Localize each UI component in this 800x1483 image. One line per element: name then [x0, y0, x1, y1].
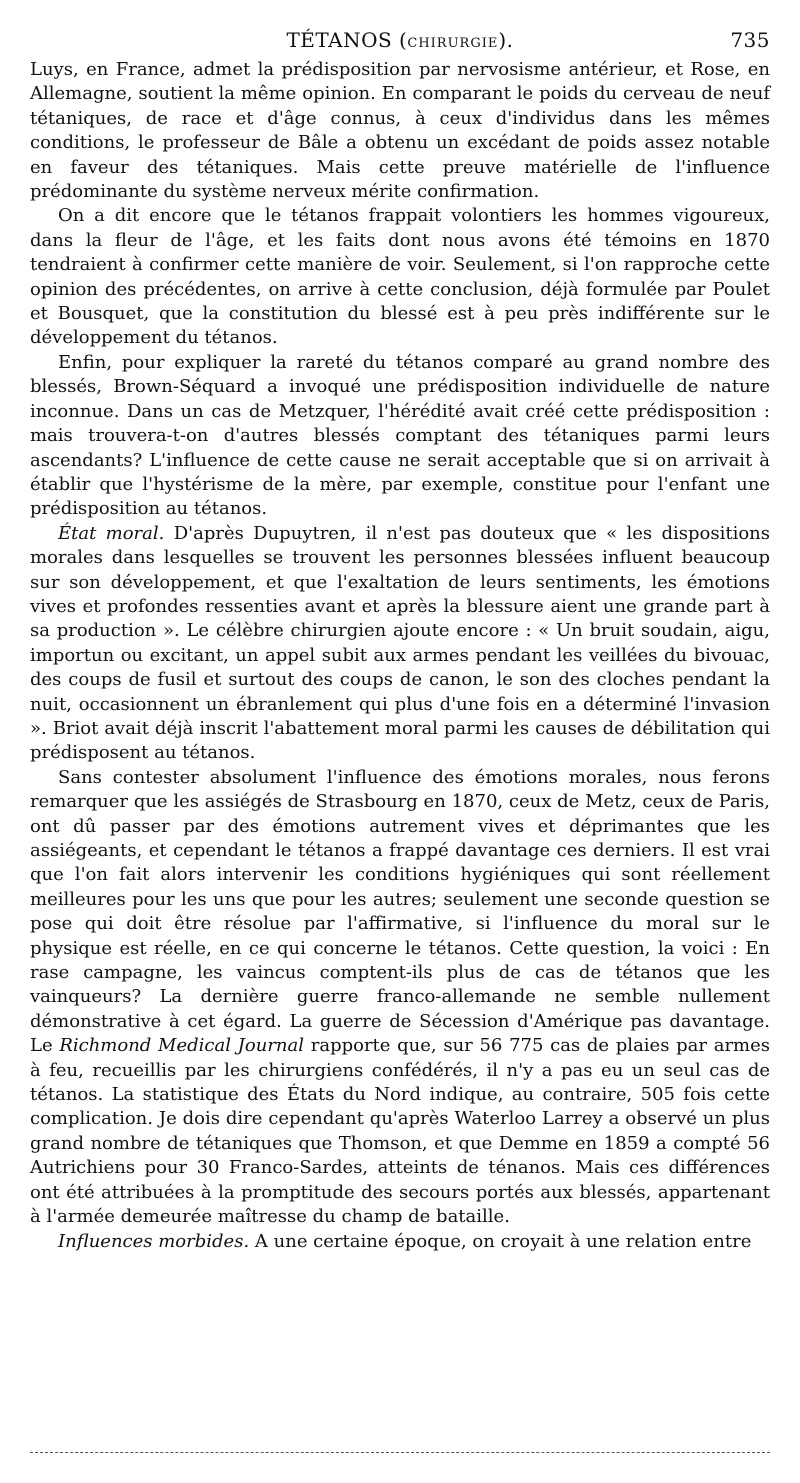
paragraph-text: A une certaine époque, on croyait à une relation entre: [254, 1230, 752, 1252]
paragraph-luys: [30, 58, 770, 204]
paragraph-brown-sequard: [30, 351, 770, 522]
page-number: 735: [730, 28, 770, 52]
paragraph-text: D'après Dupuytren, il n'est pas douteux que « les dispositions morales dans lesquelles se trouvent les personnes blessées influent beaucoup sur son développement, et que l'exaltation de leurs sentiments, les émotions vives et profondes ressenties avant et après la blessure aient une grande part à sa production ». Le célèbre chirurgien ajoute encore : « Un bruit soudain, aigu, importun ou excitant, un appel subit aux armes pendant les veillées du bivouac, des coups de fusil et surtout des coups de canon, le son des cloches pendant la nuit, occasionnent un ébranlement qui plus d'une fois en a déterminé l'invasion ». Briot avait déjà inscrit l'abattement moral parmi les causes de débilitation qui prédisposent au tétanos.: [30, 522, 770, 764]
body-text: [30, 58, 770, 1254]
running-header: [30, 24, 770, 58]
paragraph-text: Enfin, pour expliquer la rareté du tétanos comparé au grand nombre des blessés, Brown-Séquard a invoqué une prédisposition individuelle de nature inconnue. Dans un cas de Metzquer, l'hérédité avait créé cette prédisposition : mais trouvera-t-on d'autres blessés comptant des tétaniques parmi leurs ascendants? L'influence de cette cause ne serait acceptable que si on arrivait à établir que l'hystérisme de la mère, par exemple, constitue pour l'enfant une prédisposition au tétanos.: [30, 351, 770, 520]
document-page: [30, 24, 770, 1254]
paragraph-text-continued: rapporte que, sur 56 775 cas de plaies par armes à feu, recueillis par les chirurgiens confédérés, il n'y a pas eu un seul cas de tétanos. La statistique des États du Nord indique, au contraire, 505 fois cette complication. Je dois dire cependant qu'après Waterloo Larrey a observé un plus grand nombre de tétaniques que Thomson, et que Demme en 1859 a compté 56 Autrichiens pour 30 Franco-Sardes, atteints de ténanos. Mais ces différences ont été attribuées à la promptitude des secours portés aux blessés, appartenant à l'armée demeurée maîtresse du champ de bataille.: [30, 1035, 771, 1228]
paragraph-text: On a dit encore que le tétanos frappait volontiers les hommes vigoureux, dans la fleur de l'âge, et les faits dont nous avons été témoins en 1870 tendraient à confirmer cette manière de voir. Seulement, si l'on rapproche cette opinion des précédentes, on arrive à cette conclusion, déjà formulée par Poulet et Bousquet, que la constitution du blessé est à peu près indifférente sur le développement du tétanos.: [30, 205, 770, 349]
running-title-main: TÉTANOS: [286, 28, 393, 52]
paragraph-influences-morbides: [30, 1230, 770, 1254]
paragraph-etat-moral: [30, 522, 770, 766]
running-title: TÉTANOS (CHIRURGIE).: [286, 28, 514, 52]
paragraph-text: Sans contester absolument l'influence des émotions morales, nous ferons remarquer que les assiégés de Strasbourg en 1870, ceux de Metz, ceux de Paris, ont dû passer par des émotions autrement vives et déprimantes que les assiégeants, et cependant le tétanos a frappé davantage ces derniers. Il est vrai que l'on fait alors intervenir les conditions hygiéniques qui sont réellement meilleures pour les uns que pour les autres; seulement une seconde question se pose qui doit être résolue par l'affirmative, si l'influence du moral sur le physique est réelle, en ce qui concerne le tétanos. Cette question, la voici : En rase campagne, les vaincus comptent-ils plus de cas de tétanos que les vainqueurs? La dernière guerre franco-allemande ne semble nullement démonstrative à cet égard. La guerre de Sécession d'Amérique pas davantage. Le: [30, 766, 770, 1057]
paragraph-text: Luys, en France, admet la prédisposition par nervosisme antérieur, et Rose, en Allemagne, soutient la même opinion. En comparant le poids du cerveau de neuf tétaniques, de race et d'âge connus, à ceux d'individus dans les mêmes conditions, le professeur de Bâle a obtenu un excédant de poids assez notable en faveur des tétaniques. Mais cette preuve matérielle de l'influence prédominante du système nerveux mérite confirmation.: [30, 59, 770, 203]
journal-title: Richmond Medical Journal: [59, 1035, 305, 1057]
paragraph-emotions-morales: [30, 766, 770, 1230]
running-title-sub: CHIRURGIE: [407, 36, 499, 51]
footer-rule: [30, 1452, 770, 1453]
section-runin-heading: Influences morbides.: [58, 1230, 250, 1252]
section-runin-heading: État moral.: [58, 522, 165, 544]
paragraph-vigoureux: [30, 204, 770, 350]
